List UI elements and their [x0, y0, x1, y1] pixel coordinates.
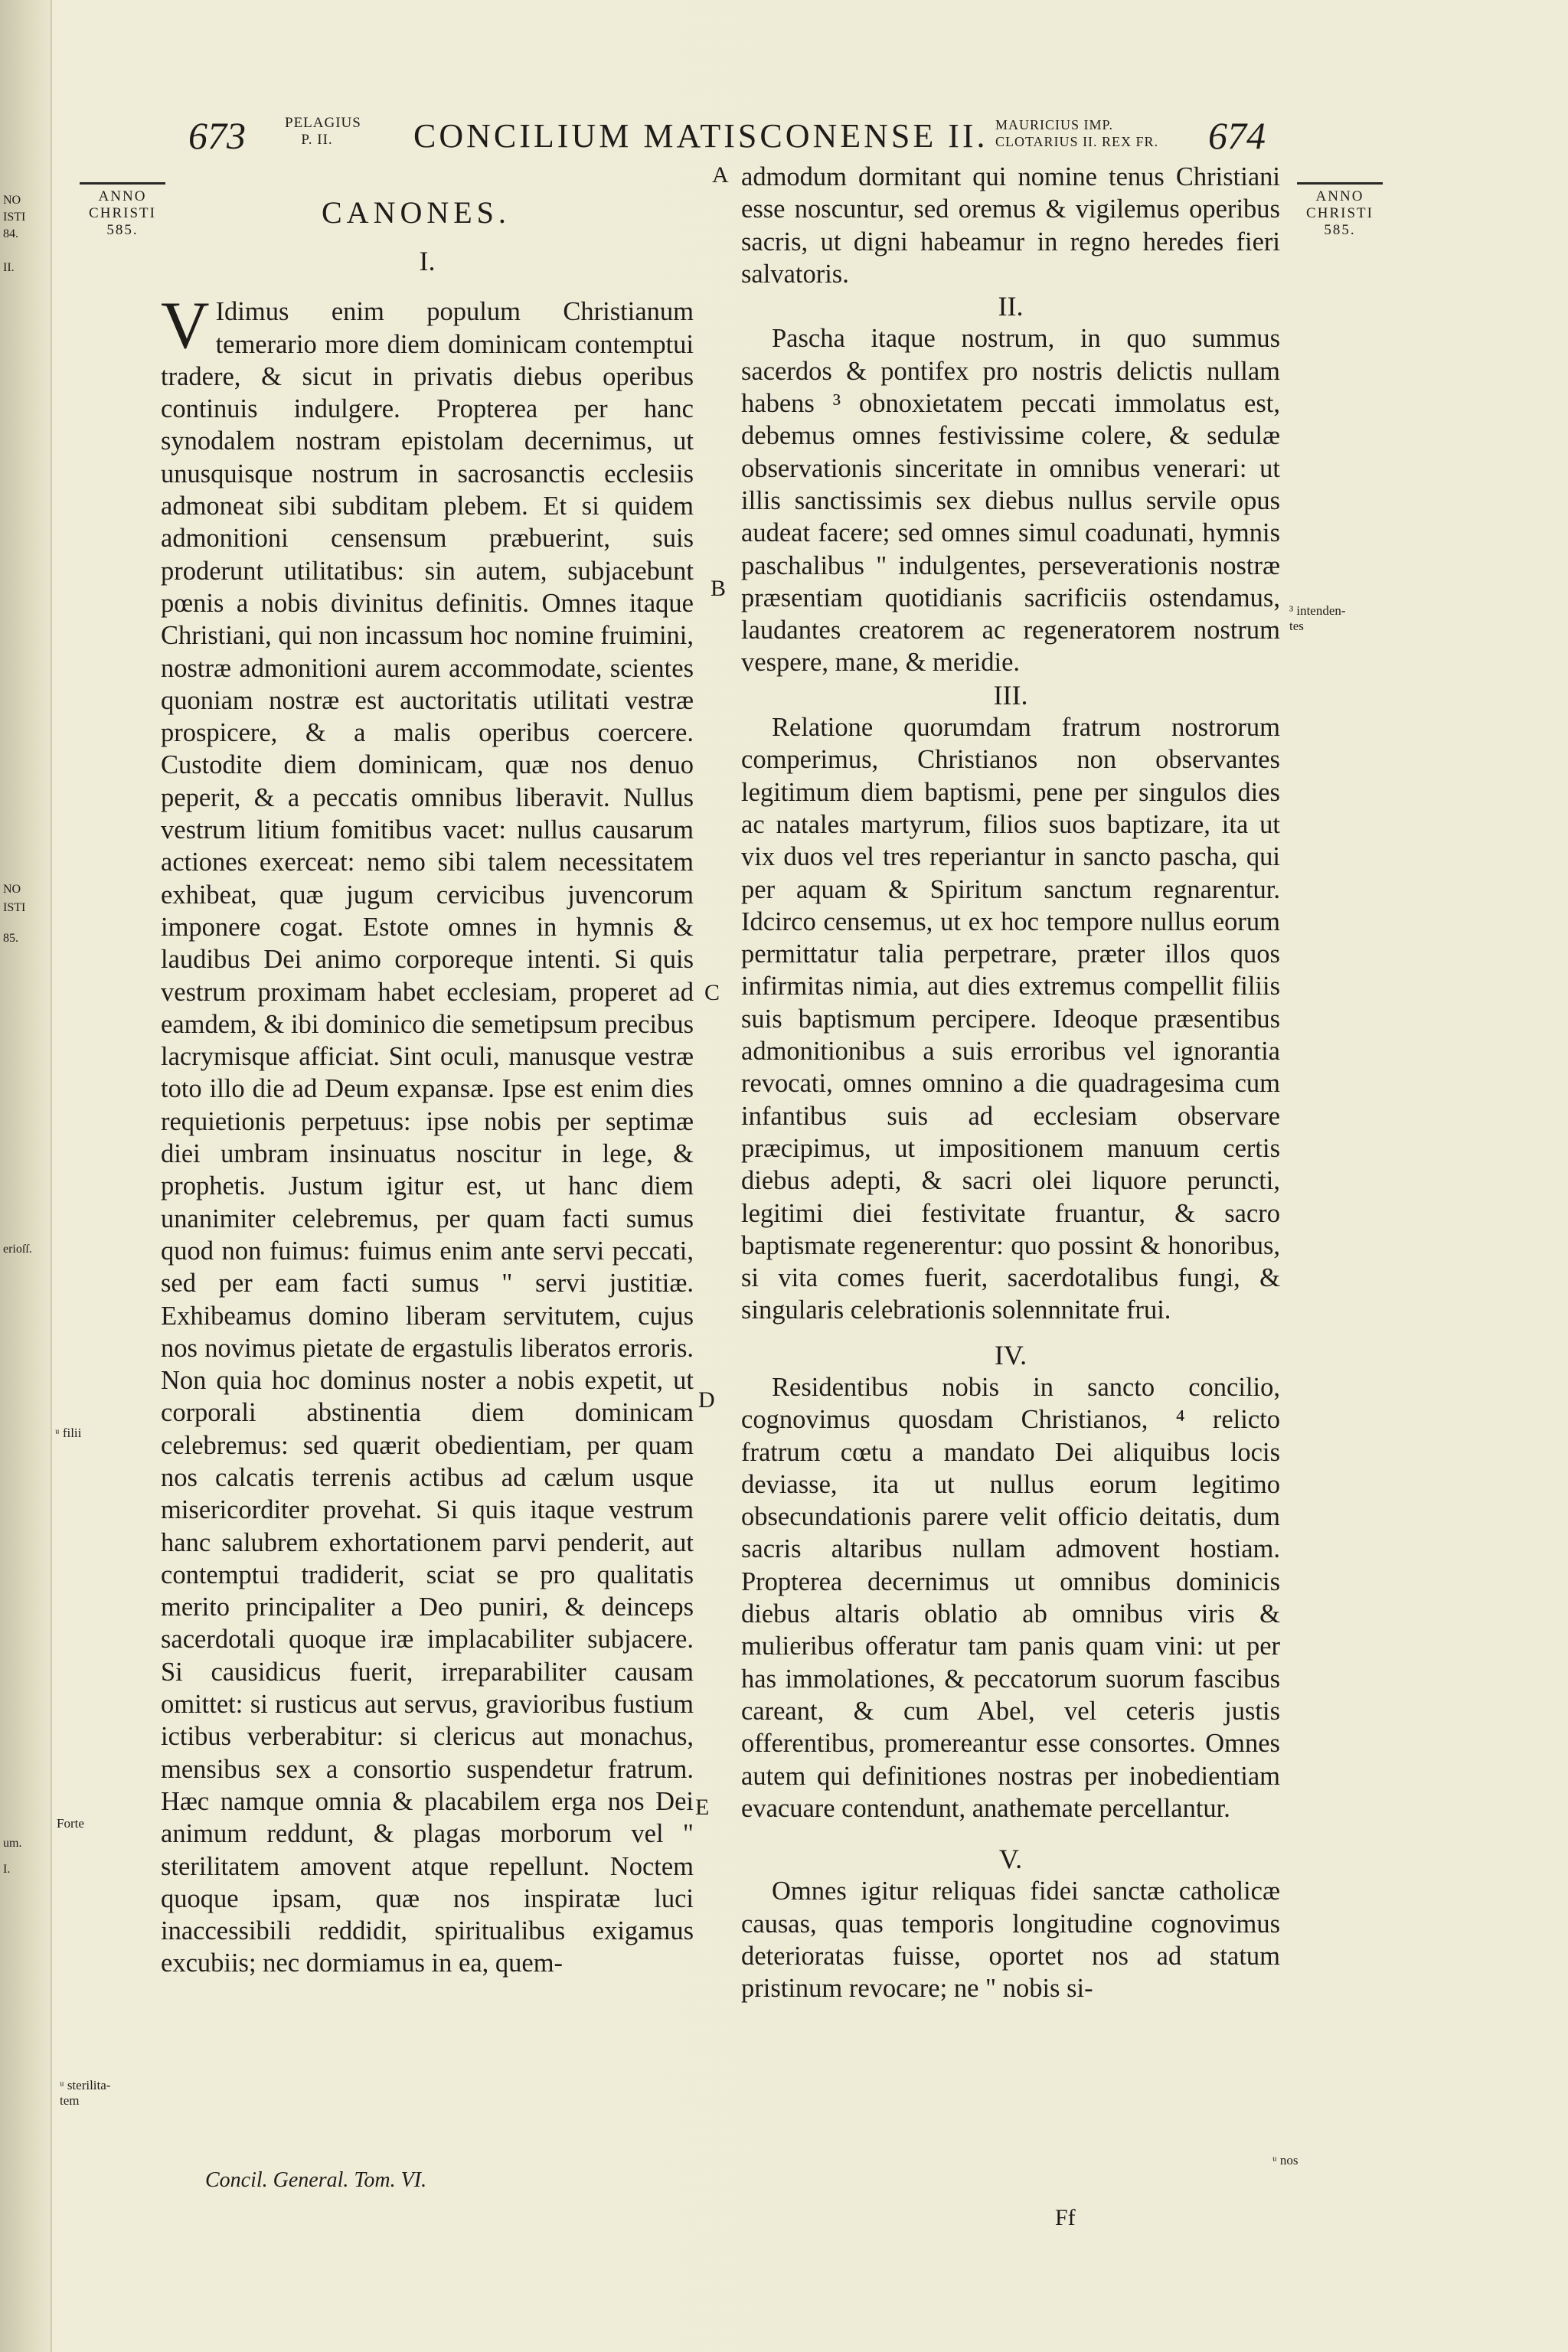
edge-fragment: 84. — [3, 227, 18, 240]
header-pope-ordinal: P. II. — [301, 132, 333, 148]
margin-letter-c: C — [704, 980, 720, 1005]
edge-fragment: ISTI — [3, 211, 26, 224]
canon-2-text: Pascha itaque nostrum, in quo summus sacerdos & pontifex pro nostris delictis nullam habens ³ obnoxietatem peccati immolatus est, debemus omnes festivissime colere, & sedulæ observationis sinceritate in omnibus venerari: ut illis sanctissimis sex diebus nullus servile opus audeat facere; sed omnes simul coadunati, hymnis paschalibus " indulgentes, perseverationis nostræ præsentiam quotidianis sacrificiis ostendamus, laudantes creatorem ac regeneratorem nostrum vespere, mane, & meridie. — [741, 324, 1280, 678]
edge-fragment: erioſſ. — [3, 1243, 32, 1256]
anno-christi-right — [1297, 188, 1383, 239]
edge-fragment: II. — [3, 261, 15, 274]
margin-letter-b: B — [710, 576, 727, 601]
canon-4-number: IV. — [994, 1339, 1027, 1370]
canones-heading: CANONES. — [322, 195, 511, 230]
canon-2-number: II. — [998, 291, 1024, 322]
signature-mark: Ff — [1055, 2205, 1076, 2230]
right-column — [741, 161, 1280, 2005]
note-nos: ᵘ nos — [1272, 2153, 1298, 2167]
left-column — [161, 191, 694, 1980]
note-line: ³ intenden- — [1289, 603, 1346, 618]
edge-fragment: I. — [3, 1863, 11, 1876]
edge-fragment: 85. — [3, 932, 18, 945]
christi-label: CHRISTI — [89, 205, 156, 221]
canon-1-continuation: admodum dormitant qui nomine tenus Christiani esse noscuntur, sed oremus & vigilemus operibus sacris, ut digni habeamur in regno heredes fieri salvatoris. — [741, 162, 1280, 289]
header-pope — [285, 115, 361, 149]
anno-rule-right — [1297, 182, 1383, 185]
note-sterilitatem — [60, 2078, 110, 2109]
year-label: 585. — [1324, 222, 1356, 238]
canon-1-body: Idimus enim populum Christianum temerario more diem dominicam contemptui tradere, & sicut in privatis diebus operibus continuis indulgere. Propterea per hanc synodalem nostram epistolam decernimus, ut unusquisque nostrum in sacrosanctis ecclesiis admoneat sibi subditam plebem. Et si quidem admonitioni censensum præbuerint, suis proderunt utilitatibus: sin autem, subjacebunt pœnis a nobis divinitus definitis. Omnes itaque Christiani, qui non incassum hoc nomine fruimini, nostræ admonitioni aurem accommodate, scientes quoniam nostræ est auctoritatis utilitati vestræ prospicere, & a malis operibus coercere. Custodite diem dominicam, quæ nos denuo peperit, & a peccatis omnibus liberavit. Nullus vestrum litium fomitibus vacet: nullus causarum actiones exerceat: nemo sibi talem necessitatem exhibeat, quæ jugum cervicibus juvencorum imponere cogat. Estote omnes in hymnis & laudibus Dei animo corporeque intenti. Si quis vestrum proximam habet ecclesiam, properet ad eamdem, & ibi dominico die semetipsum precibus lacrymisque afficiat. Sint oculi, manusque vestræ toto illo die ad Deum expansæ. Ipse est enim dies requietionis perpetuus: ipse nobis per septimæ diei umbram insinuatus noscitur in lege, & prophetis. Justum igitur est, ut hanc diem unanimiter celebremus, per quam facti sumus quod non fuimus: fuimus enim ante servi peccati, sed per eam facti sumus " servi justitiæ. Exhibeamus domino liberam servitutem, cujus nos novimus pietate de ergastulis liberatos erroris. Non quia hoc dominus noster a nobis expetit, ut corporali abstinentia diem dominicam celebremus: sed quærit obedientiam, per quam nos calcatis terrenis actibus ad cælum usque misericorditer provehat. Si quis itaque vestrum hanc salubrem exhortationem parvi penderit, aut contemptui tradiderit, sciat se pro qualitatis merito principaliter a Deo puniri, & deinceps sacerdotali quoque iræ implacabiliter subjacere. Si causidicus fuerit, irreparabiliter causam omittet: si rusticus aut servus, gravioribus fustium ictibus verberabitur: si clericus aut monachus, mensibus sex a consortio suspendetur fratrum. Hæc namque omnia & placabilem erga nos Dei animum reddunt, & plagas morborum vel " sterilitatem amovent atque repellunt. Noctem quoque ipsam, quæ nos inspiratæ luci inaccessibili reddidit, spiritualibus exigamus excubiis; nec dormiamus in ea, quem- — [161, 297, 694, 1978]
edge-fragment: um. — [3, 1837, 22, 1850]
note-filii: ᵘ filii — [55, 1426, 82, 1440]
drop-cap: V — [161, 289, 210, 364]
edge-fragment: NO — [3, 194, 21, 207]
canon-3-text: Relatione quorumdam fratrum nostrorum comperimus, Christianos non observantes legitimum diem baptismi, pene per singulos dies ac natales martyrum, filios suos baptizare, ita ut vix duos vel tres reperiantur in sancto pascha, qui per aquam & Spiritum sanctum regnarentur. Idcirco censemus, ut ex hoc tempore nullus eorum permittatur talia perpetrare, præter illos quos infirmitas nimia, aut dies extremus compellit filiis suis baptismum percipere. Ideoque præsentibus admonitionibus a suis erroribus vel ignorantia revocati, omnes omnino a die quadragesima cum infantibus suis ad ecclesiam observare præcipimus, ut impositionem manuum certis diebus adepti, & sacri olei liquore peruncti, legitimi diei festivitate fruantur, & sacro baptismate regenerentur: quo possint & honoribus, si vita comes fuerit, sacerdotalibus fungi, & singularis celebrationis solennnitate frui. — [741, 713, 1280, 1325]
note-line: tes — [1289, 619, 1304, 633]
margin-letter-e: E — [695, 1795, 710, 1820]
anno-rule-left — [80, 182, 165, 185]
note-line: ᵘ sterilita- — [60, 2078, 111, 2092]
note-line: tem — [60, 2093, 80, 2108]
footer-signature: Concil. General. Tom. VI. — [205, 2168, 427, 2192]
edge-fragment: NO — [3, 883, 21, 896]
canon-5-number: V. — [998, 1844, 1023, 1875]
anno-label: ANNO — [98, 188, 147, 204]
anno-christi-left — [80, 188, 165, 239]
canon-4-text: Residentibus nobis in sancto concilio, cognovimus quosdam Christianos, ⁴ relicto fratrum cœtu a mandato Dei aliquibus locis deviasse, ita ut nullus eorum legitimo obsecundationis parere velit officio deitatis, dum sacris altaribus nullam admovent hostiam. Propterea decernimus ut omnibus dominicis diebus altaris oblatio ab omnibus viris & mulieribus offeratur tam panis quam vini: ut per has immolationes, & peccatorum suorum fascibus careant, & cum Abel, vel ceteris justis offerentibus, promereantur esse consortes. Omnes autem qui definitiones nostras per inobedientiam evacuare contendunt, anathemate percellantur. — [741, 1372, 1280, 1823]
margin-letter-d: D — [698, 1387, 715, 1413]
page-title: CONCILIUM MATISCONENSE II. — [413, 117, 988, 155]
canon-1-text — [161, 289, 694, 1979]
note-forte: Forte — [57, 1816, 84, 1831]
canon-3-number: III. — [993, 679, 1028, 710]
previous-page-edge — [0, 0, 52, 2352]
header-emperor: MAURICIUS IMP. — [995, 117, 1114, 132]
header-pope-name: PELAGIUS — [285, 115, 361, 131]
christi-label: CHRISTI — [1306, 205, 1374, 221]
page-number-right: 674 — [1208, 114, 1266, 157]
note-intendentes — [1289, 603, 1346, 634]
header-king: CLOTARIUS II. REX FR. — [995, 134, 1159, 149]
canon-5-text: Omnes igitur reliquas fidei sanctæ catholicæ causas, quas temporis longitudine cognovimus deterioratas fuisse, oportet nos ad statum pristinum revocare; ne " nobis si- — [741, 1877, 1280, 2004]
page-number-left: 673 — [188, 114, 246, 157]
header-rulers — [995, 116, 1158, 150]
anno-label: ANNO — [1315, 188, 1364, 204]
canon-1-number: I. — [419, 246, 436, 276]
year-label: 585. — [106, 222, 139, 238]
margin-letter-a: A — [712, 162, 729, 188]
edge-fragment: ISTI — [3, 901, 26, 914]
